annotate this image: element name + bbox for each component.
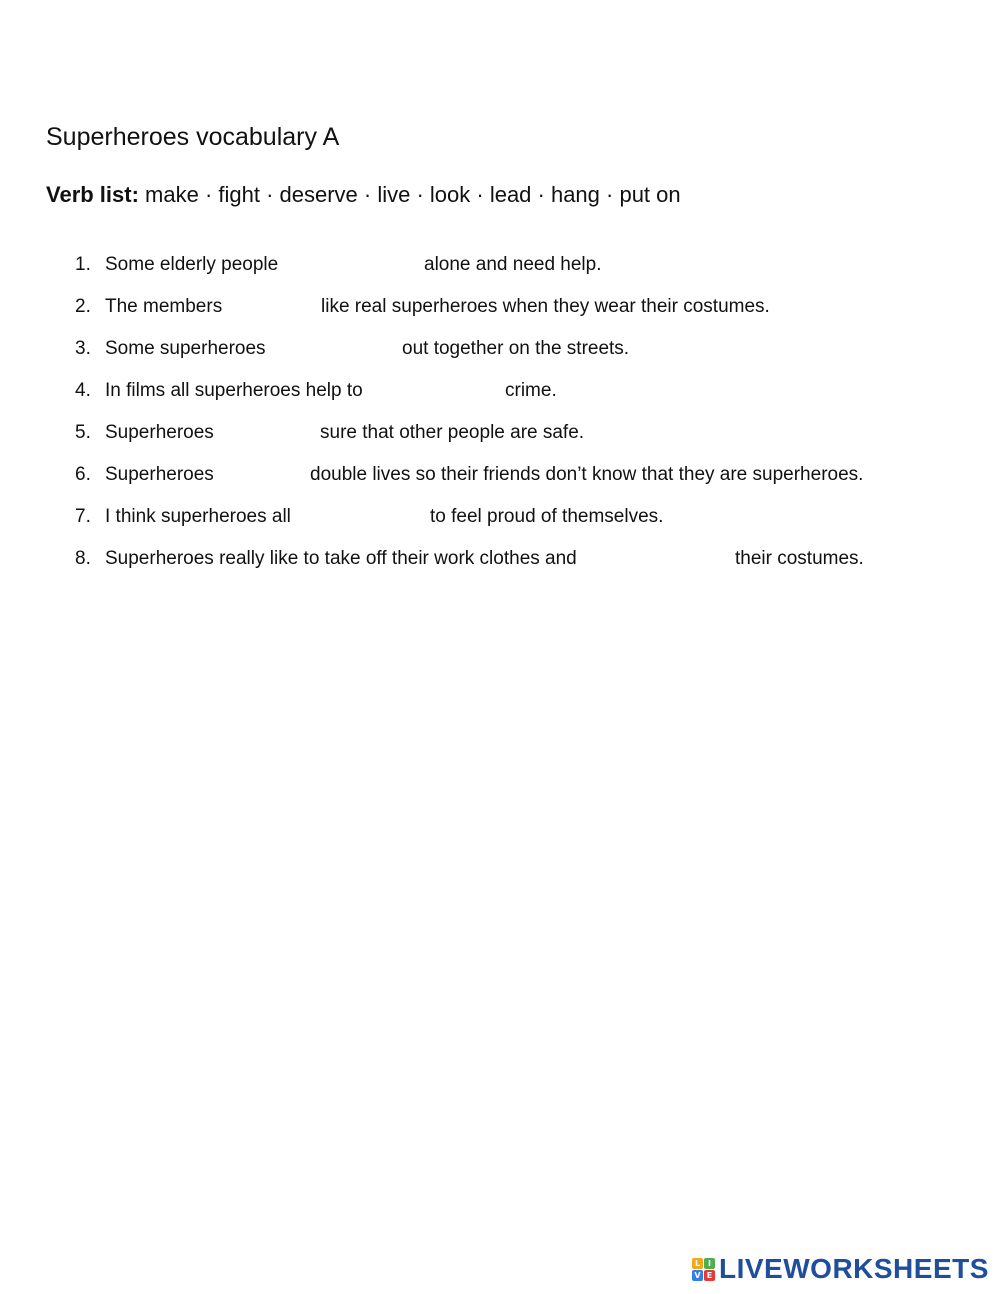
item-text-before: In films all superheroes help to <box>105 380 363 401</box>
item-number: 2. <box>75 296 91 317</box>
item-text-after: out together on the streets. <box>402 338 630 359</box>
item-text-before: The members <box>105 296 223 317</box>
exercise-item-5 <box>0 418 1000 448</box>
item-text-after: their costumes. <box>735 548 864 569</box>
item-number: 8. <box>75 548 91 569</box>
item-text-before: I think superheroes all <box>105 506 291 527</box>
worksheet-title: Superheroes vocabulary A <box>46 123 340 151</box>
item-text-before: Superheroes <box>105 464 214 485</box>
answer-blank-4[interactable] <box>396 379 499 403</box>
item-number: 7. <box>75 506 91 527</box>
verb-list-label: Verb list: <box>46 182 139 207</box>
exercise-item-8 <box>0 544 1000 574</box>
item-number: 6. <box>75 464 91 485</box>
exercise-item-2 <box>0 292 1000 322</box>
item-text-before: Superheroes really like to take off their work clothes and <box>105 548 577 569</box>
logo-wordmark: LIVEWORKSHEETS <box>719 1253 989 1284</box>
item-text-before: Some superheroes <box>105 338 266 359</box>
item-text-after: crime. <box>505 380 557 401</box>
answer-blank-6[interactable] <box>228 463 304 487</box>
item-text-before: Superheroes <box>105 422 214 443</box>
item-text-after: double lives so their friends don’t know that they are superheroes. <box>310 464 864 485</box>
answer-blank-3[interactable] <box>284 337 396 361</box>
answer-blank-1[interactable] <box>300 253 418 277</box>
liveworksheets-logo <box>692 1252 989 1286</box>
answer-blank-7[interactable] <box>316 505 424 529</box>
answer-blank-5[interactable] <box>228 421 314 445</box>
answer-blank-8[interactable] <box>637 547 729 571</box>
logo-letter-i: I <box>704 1258 715 1269</box>
exercise-item-4 <box>0 376 1000 406</box>
exercise-item-6 <box>0 460 1000 490</box>
item-text-after: like real superheroes when they wear their costumes. <box>321 296 770 317</box>
verb-list-words: make · fight · deserve · live · look · lead · hang · put on <box>145 182 681 207</box>
logo-letter-l: L <box>692 1258 703 1269</box>
item-number: 5. <box>75 422 91 443</box>
item-text-after: alone and need help. <box>424 254 602 275</box>
item-number: 4. <box>75 380 91 401</box>
liveworksheets-logo-icon <box>692 1258 715 1281</box>
item-text-before: Some elderly people <box>105 254 279 275</box>
answer-blank-2[interactable] <box>238 295 314 319</box>
exercise-item-7 <box>0 502 1000 532</box>
item-text-after: to feel proud of themselves. <box>430 506 664 527</box>
exercise-item-1 <box>0 250 1000 280</box>
item-number: 3. <box>75 338 91 359</box>
item-text-after: sure that other people are safe. <box>320 422 585 443</box>
item-number: 1. <box>75 254 91 275</box>
logo-letter-e: E <box>704 1270 715 1281</box>
logo-letter-v: V <box>692 1270 703 1281</box>
exercise-item-3 <box>0 334 1000 364</box>
verb-list <box>46 180 681 210</box>
